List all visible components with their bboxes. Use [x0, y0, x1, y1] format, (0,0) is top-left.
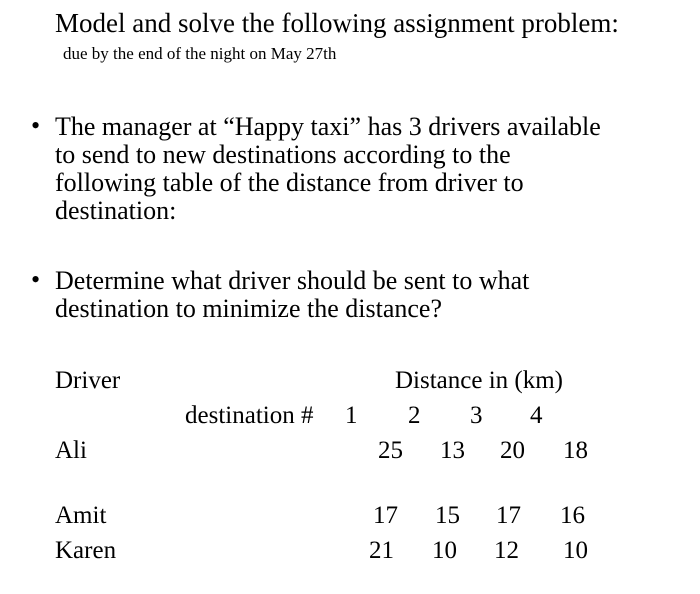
bullet-1-line: destination:	[55, 196, 177, 225]
page-title: Model and solve the following assignment problem:	[55, 8, 619, 38]
bullet-1-paragraph	[55, 113, 601, 225]
bullet-2-paragraph	[55, 267, 529, 323]
distance-cell: 12	[494, 537, 519, 564]
bullet-1-line: The manager at “Happy taxi” has 3 drivers available	[55, 112, 601, 141]
bullet-marker: •	[31, 265, 41, 294]
distance-cell: 10	[432, 537, 457, 564]
distance-column-header: Distance in (km)	[395, 367, 564, 394]
destination-label: destination #	[185, 402, 314, 429]
distance-cell: 20	[500, 437, 525, 464]
destination-number: 1	[345, 402, 358, 429]
due-date-note: due by the end of the night on May 27th	[63, 44, 337, 63]
driver-name: Amit	[55, 502, 107, 529]
distance-cell: 10	[563, 537, 588, 564]
bullet-1-line: following table of the distance from driver to	[55, 168, 524, 197]
distance-cell: 15	[435, 502, 460, 529]
distance-cell: 18	[563, 437, 588, 464]
destination-number: 4	[530, 402, 543, 429]
driver-column-header: Driver	[55, 367, 121, 394]
destination-number: 3	[470, 402, 483, 429]
distance-cell: 17	[373, 502, 398, 529]
distance-cell: 13	[440, 437, 465, 464]
distance-cell: 16	[560, 502, 585, 529]
bullet-marker: •	[31, 111, 41, 140]
driver-name: Karen	[55, 537, 117, 564]
bullet-2-line: Determine what driver should be sent to what	[55, 266, 530, 295]
distance-cell: 21	[369, 537, 394, 564]
bullet-1-line: to send to new destinations according to the	[55, 140, 511, 169]
bullet-2-line: destination to minimize the distance?	[55, 294, 443, 323]
driver-name: Ali	[55, 437, 87, 464]
distance-cell: 25	[378, 437, 403, 464]
destination-number: 2	[408, 402, 421, 429]
distance-cell: 17	[496, 502, 521, 529]
